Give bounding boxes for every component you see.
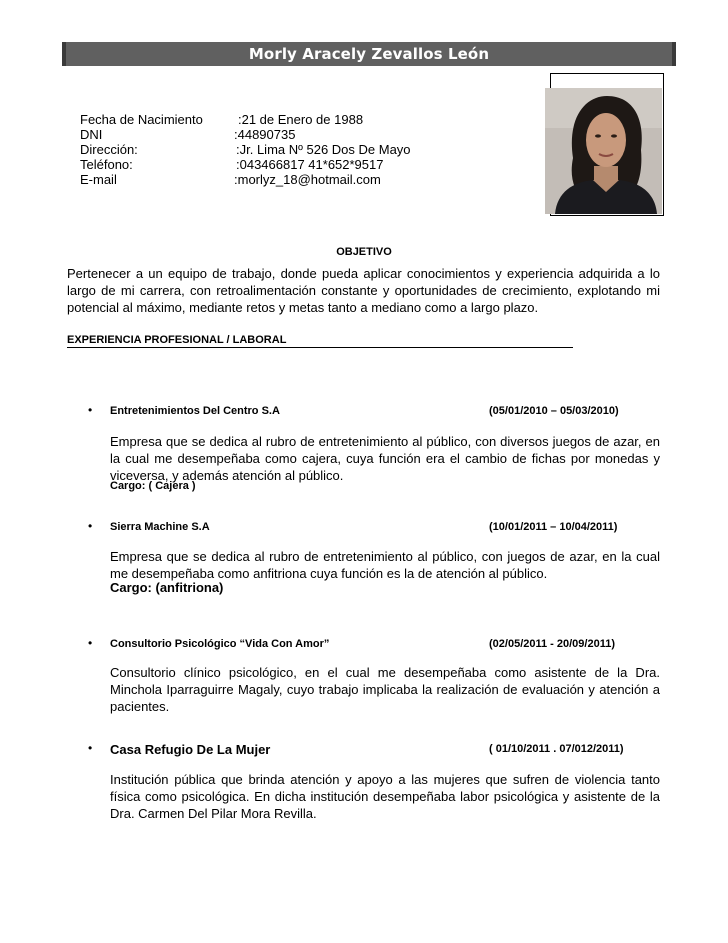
experience-heading: EXPERIENCIA PROFESIONAL / LABORAL — [67, 334, 573, 348]
job-description: Empresa que se dedica al rubro de entretenimiento al público, con juegos de azar, en la cual me desempeñaba como anfitriona cuya función es la de atención al público. — [110, 549, 660, 581]
phone-value: :043466817 41*652*9517 — [236, 157, 384, 172]
job-role: Cargo: ( Cajera ) — [110, 480, 196, 492]
company-name: Sierra Machine S.A — [110, 521, 210, 533]
company-name: Consultorio Psicológico “Vida Con Amor” — [110, 638, 330, 650]
profile-photo — [545, 88, 662, 214]
birth-date-value: :21 de Enero de 1988 — [238, 112, 364, 127]
job-dates: ( 01/10/2011 . 07/012/2011) — [489, 743, 624, 755]
bullet-icon: • — [88, 519, 93, 533]
bullet-icon: • — [88, 636, 93, 650]
job-description: Institución pública que brinda atención y apoyo a las mujeres que sufren de violencia tanto física como psicológica. En dicha institución desempeñaba labor psicológica y asistente de la Dra. Carmen Del Pilar Mora Revilla. — [110, 772, 660, 821]
dni-label: DNI — [80, 127, 103, 142]
objective-heading: OBJETIVO — [336, 246, 392, 258]
job-description: Empresa que se dedica al rubro de entretenimiento al público, con diversos juegos de azar, en la cual me desempeñaba como cajera, cuya función era el cambio de fichas por monedas y viceversa, y además atención al público. — [110, 434, 660, 483]
job-role: Cargo: (anfitriona) — [110, 580, 224, 595]
job-description: Consultorio clínico psicológico, en el cual me desempeñaba como asistente de la Dra. Minchola Iparraguirre Magaly, cuyo trabajo implicaba la realización de evaluación y atención a pacientes. — [110, 665, 660, 714]
bullet-icon: • — [88, 403, 93, 417]
objective-text: Pertenecer a un equipo de trabajo, donde pueda aplicar conocimientos y experiencia adquirida a lo largo de mi carrera, con retroalimentación constante y oportunidades de crecimiento, explotando mi potencial al máximo, mediante retos y metas tanto a mediano como a largo plazo. — [67, 266, 660, 315]
page-title: Morly Aracely Zevallos León — [248, 45, 490, 63]
email-label: E-mail — [80, 172, 117, 187]
company-name: Entretenimientos Del Centro S.A — [110, 405, 280, 417]
bullet-icon: • — [88, 741, 93, 755]
birth-date-label: Fecha de Nacimiento — [80, 112, 203, 127]
job-dates: (10/01/2011 – 10/04/2011) — [489, 521, 618, 533]
email-value: :morlyz_18@hotmail.com — [234, 172, 381, 187]
address-label: Dirección: — [80, 142, 138, 157]
job-dates: (05/01/2010 – 05/03/2010) — [489, 405, 619, 417]
dni-value: :44890735 — [234, 127, 296, 142]
company-name: Casa Refugio De La Mujer — [110, 742, 271, 757]
name-header-bar — [62, 42, 676, 66]
address-value: :Jr. Lima Nº 526 Dos De Mayo — [236, 142, 411, 157]
job-dates: (02/05/2011 - 20/09/2011) — [489, 638, 615, 650]
phone-label: Teléfono: — [80, 157, 133, 172]
